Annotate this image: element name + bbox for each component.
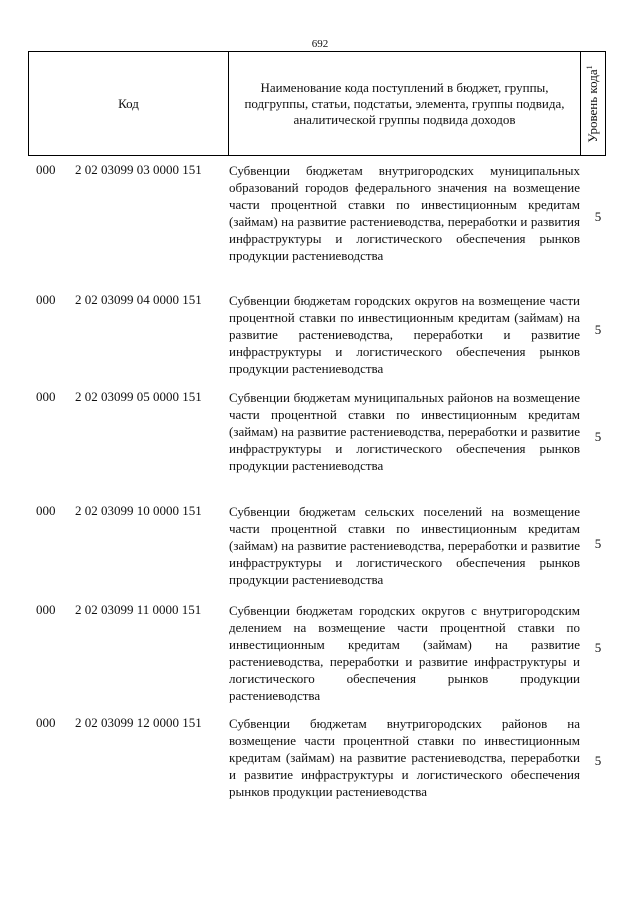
row-group-code: 000 bbox=[36, 715, 56, 730]
row-level: 5 bbox=[594, 322, 602, 337]
row-income-code: 2 02 03099 11 0000 151 bbox=[75, 602, 202, 617]
row-level: 5 bbox=[594, 640, 602, 655]
row-group-code: 000 bbox=[36, 292, 56, 307]
row-level: 5 bbox=[594, 429, 602, 444]
header-code-cell bbox=[29, 52, 229, 155]
header-code-label: Код bbox=[118, 95, 139, 111]
row-description: Субвенции бюджетам внутригородских районов на возмещение части процентной ставки по инвестиционным кредитам (займам) на развитие растениеводства, переработки и развитие инфраструктуры и логистического обеспечения рынков продукции растениеводства bbox=[229, 716, 580, 799]
row-group-code: 000 bbox=[36, 602, 56, 617]
row-description: Субвенции бюджетам сельских поселений на возмещение части процентной ставки по инвестиционным кредитам (займам) на развитие растениеводства, переработки и развитие инфраструктуры и логистического обеспечения рынков продукции растениеводства bbox=[229, 504, 580, 587]
row-level: 5 bbox=[594, 753, 602, 768]
row-description: Субвенции бюджетам внутригородских муниципальных образований городов федерального значения на возмещение части процентной ставки по инвестиционным кредитам (займам) на развитие растениеводства, переработки и развития инфраструктуры и логистического обеспечения рынков продукции растениеводства bbox=[229, 163, 580, 263]
row-income-code: 2 02 03099 12 0000 151 bbox=[75, 715, 202, 730]
row-group-code: 000 bbox=[36, 503, 56, 518]
header-name-cell bbox=[229, 52, 581, 155]
row-income-code: 2 02 03099 04 0000 151 bbox=[75, 292, 202, 307]
row-description: Субвенции бюджетам городских округов на возмещение части процентной ставки по инвестиционным кредитам (займам) на развитие растениеводства, переработки и развитие инфраструктуры и логистического обеспечения рынков продукции растениеводства bbox=[229, 293, 580, 376]
row-group-code: 000 bbox=[36, 389, 56, 404]
row-income-code: 2 02 03099 03 0000 151 bbox=[75, 162, 202, 177]
header-level-cell bbox=[581, 52, 605, 155]
row-income-code: 2 02 03099 05 0000 151 bbox=[75, 389, 202, 404]
row-income-code: 2 02 03099 10 0000 151 bbox=[75, 503, 202, 518]
header-level-label: Уровень кода$^1$ bbox=[584, 65, 601, 143]
header-level-footnote: 1 bbox=[584, 65, 594, 70]
row-description: Субвенции бюджетам муниципальных районов на возмещение части процентной ставки по инвестиционным кредитам (займам) на развитие растениеводства, переработки и развитие инфраструктуры и логистического обеспечения рынков продукции растениеводства bbox=[229, 390, 580, 473]
table-header bbox=[28, 51, 606, 156]
page-number: 692 bbox=[311, 38, 329, 50]
row-group-code: 000 bbox=[36, 162, 56, 177]
header-name-label: Наименование кода поступлений в бюджет, группы, подгруппы, статьи, подстатьи, элемента, группы подвида, аналитической группы подвида доходов bbox=[244, 79, 565, 127]
row-level: 5 bbox=[594, 209, 602, 224]
row-description: Субвенции бюджетам городских округов с внутригородским делением на возмещение части процентной ставки по инвестиционным кредитам (займам) на развитие растениеводства, переработки и развитие инфраструктуры и логистического обеспечения рынков продукции растениеводства bbox=[229, 603, 580, 703]
row-level: 5 bbox=[594, 536, 602, 551]
